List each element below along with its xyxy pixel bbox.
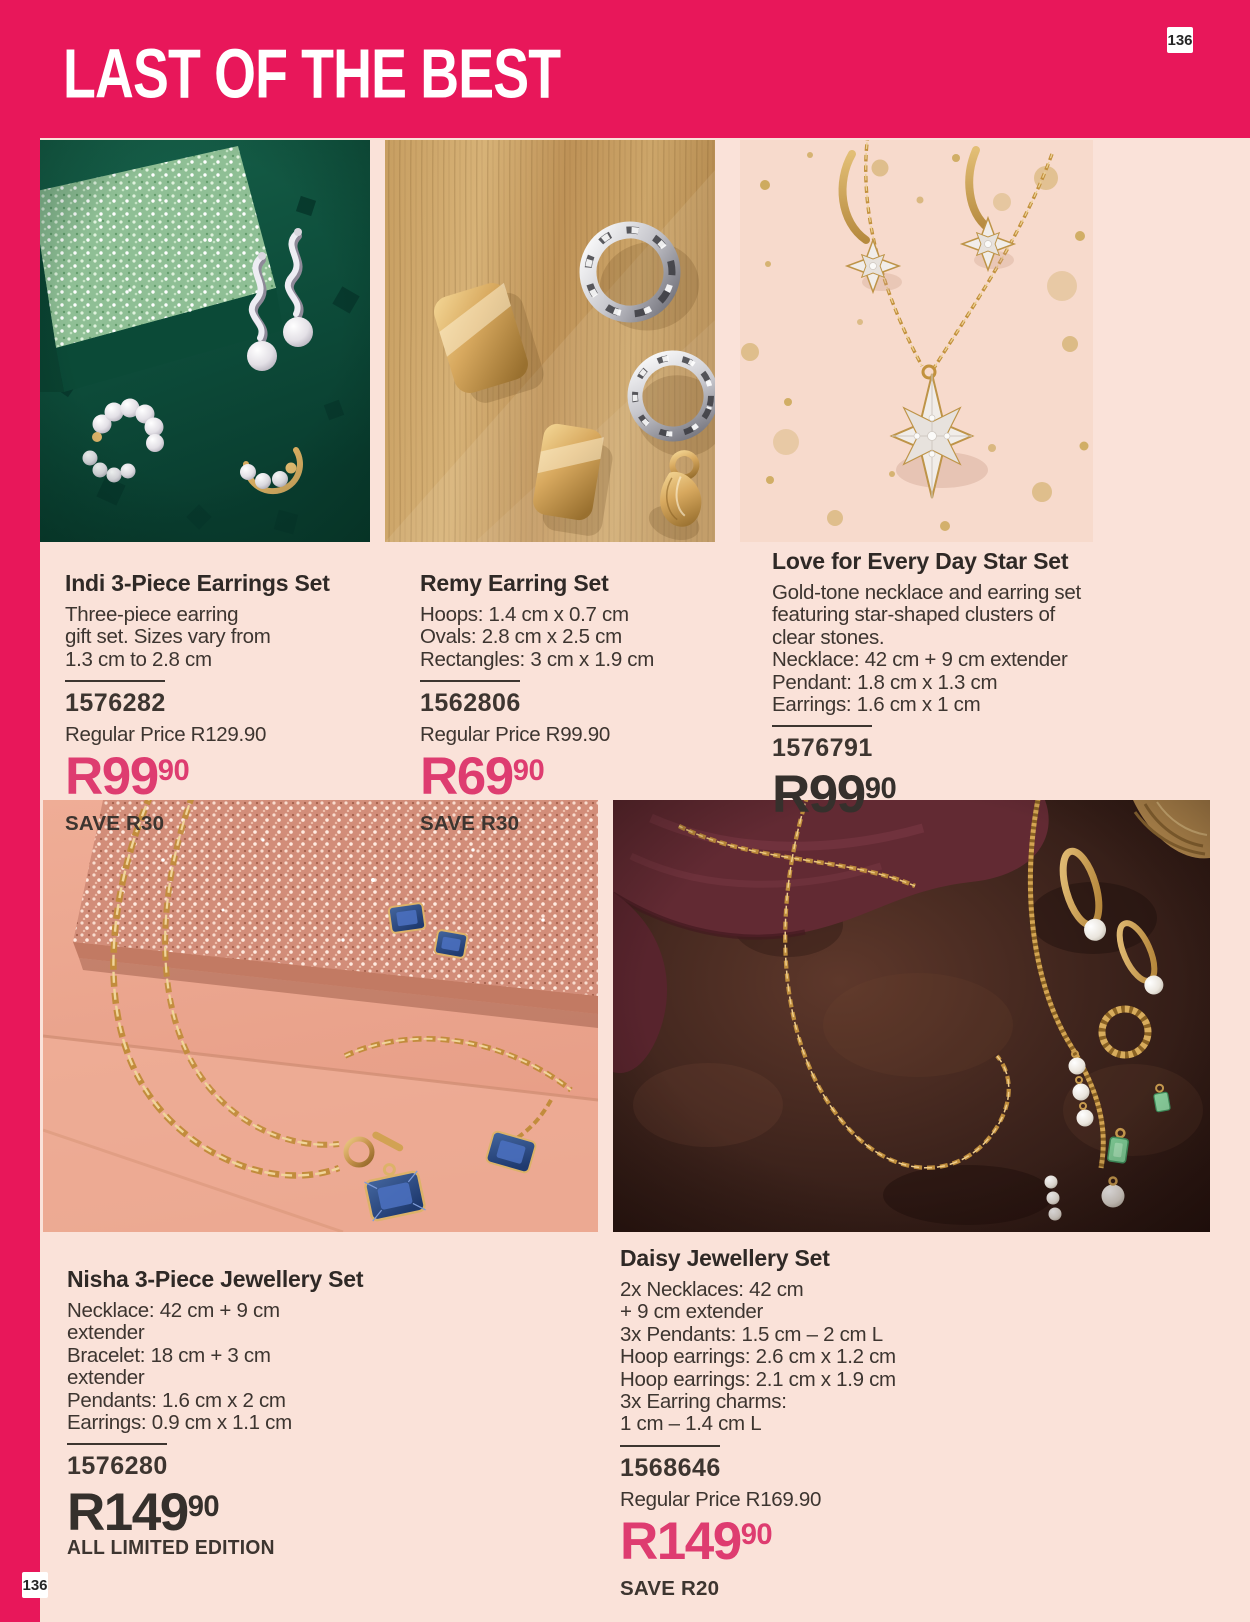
product-description-line: 1 cm – 1.4 cm L	[620, 1412, 762, 1436]
product-description-line: Rectangles: 3 cm x 1.9 cm	[420, 647, 655, 671]
product-description-line: 1.3 cm to 2.8 cm	[65, 647, 212, 671]
product-card-daisy	[620, 1245, 980, 1601]
product-title: Indi 3-Piece Earrings Set	[65, 570, 330, 596]
product-card-indi	[65, 570, 375, 836]
divider	[67, 1443, 167, 1445]
product-photo-remy-earrings	[385, 140, 715, 542]
product-code: 1576280	[67, 1452, 168, 1481]
product-description-line: Pendants: 1.6 cm x 2 cm	[67, 1388, 286, 1412]
product-title: Nisha 3-Piece Jewellery Set	[67, 1266, 364, 1292]
regular-price: Regular Price R99.90	[420, 723, 610, 747]
product-description-line: Hoops: 1.4 cm x 0.7 cm	[420, 603, 629, 626]
product-description-line: extender	[67, 1366, 145, 1390]
page-number-badge-top: 136	[1167, 27, 1193, 53]
product-photo-nisha-set	[43, 800, 598, 1232]
price-rands: R69	[420, 747, 513, 807]
product-photo-indi-earrings	[40, 140, 370, 542]
product-description-line: Gold-tone necklace and earring set	[772, 581, 1081, 604]
sale-price	[420, 747, 730, 807]
divider	[65, 680, 165, 682]
page-title: LAST OF THE BEST	[63, 35, 561, 113]
product-description-line: Hoop earrings: 2.6 cm x 1.2 cm	[620, 1345, 896, 1369]
product-code: 1576282	[65, 689, 166, 718]
save-label: SAVE R20	[620, 1576, 720, 1600]
price-rands: R149	[67, 1483, 188, 1543]
price-cents: 90	[187, 1490, 220, 1523]
divider	[772, 725, 872, 727]
product-description-line: extender	[67, 1321, 145, 1345]
price-cents: 90	[740, 1519, 773, 1552]
product-description-line: Earrings: 1.6 cm x 1 cm	[772, 693, 981, 717]
product-code: 1568646	[620, 1453, 721, 1482]
price	[772, 765, 1112, 825]
product-description-line: clear stones.	[772, 625, 885, 649]
product-description-line: gift set. Sizes vary from	[65, 625, 271, 649]
price-cents: 90	[512, 754, 545, 787]
limited-edition-note: ALL LIMITED EDITION	[67, 1537, 275, 1559]
sale-price	[620, 1511, 980, 1571]
page-number-badge-bottom: 136	[22, 1572, 48, 1598]
product-description-line: 3x Earring charms:	[620, 1390, 787, 1414]
product-description-line: + 9 cm extender	[620, 1300, 764, 1324]
product-code: 1562806	[420, 689, 521, 718]
product-card-remy	[420, 570, 730, 836]
product-card-nisha	[67, 1266, 407, 1543]
sale-price	[65, 747, 375, 807]
product-description-line: Pendant: 1.8 cm x 1.3 cm	[772, 670, 998, 694]
product-description-line: Earrings: 0.9 cm x 1.1 cm	[67, 1411, 292, 1435]
product-title: Remy Earring Set	[420, 570, 609, 596]
product-description-line: Bracelet: 18 cm + 3 cm	[67, 1343, 271, 1367]
regular-price: Regular Price R129.90	[65, 723, 267, 747]
price	[67, 1483, 407, 1543]
product-description-line: Necklace: 42 cm + 9 cm extender	[772, 648, 1068, 672]
price-rands: R99	[65, 747, 158, 807]
save-label: SAVE R30	[65, 812, 165, 836]
regular-price: Regular Price R169.90	[620, 1487, 822, 1511]
product-description-line: featuring star-shaped clusters of	[772, 603, 1055, 627]
divider	[420, 680, 520, 682]
product-description-line: Three-piece earring	[65, 603, 239, 626]
price-rands: R99	[772, 765, 865, 825]
save-label: SAVE R30	[420, 812, 520, 836]
divider	[620, 1445, 720, 1447]
product-description-line: 3x Pendants: 1.5 cm – 2 cm L	[620, 1322, 883, 1346]
product-title: Daisy Jewellery Set	[620, 1245, 830, 1271]
price-cents: 90	[157, 754, 190, 787]
price-cents: 90	[864, 772, 897, 805]
product-title: Love for Every Day Star Set	[772, 548, 1069, 574]
price-rands: R149	[620, 1511, 741, 1571]
product-description-line: 2x Necklaces: 42 cm	[620, 1278, 804, 1301]
product-card-star-set	[772, 548, 1112, 825]
product-photo-daisy-set	[613, 800, 1210, 1232]
product-code: 1576791	[772, 734, 873, 763]
product-description-line: Ovals: 2.8 cm x 2.5 cm	[420, 625, 622, 649]
product-description-line: Hoop earrings: 2.1 cm x 1.9 cm	[620, 1367, 896, 1391]
product-description-line: Necklace: 42 cm + 9 cm	[67, 1299, 280, 1322]
product-photo-star-set	[740, 140, 1093, 542]
